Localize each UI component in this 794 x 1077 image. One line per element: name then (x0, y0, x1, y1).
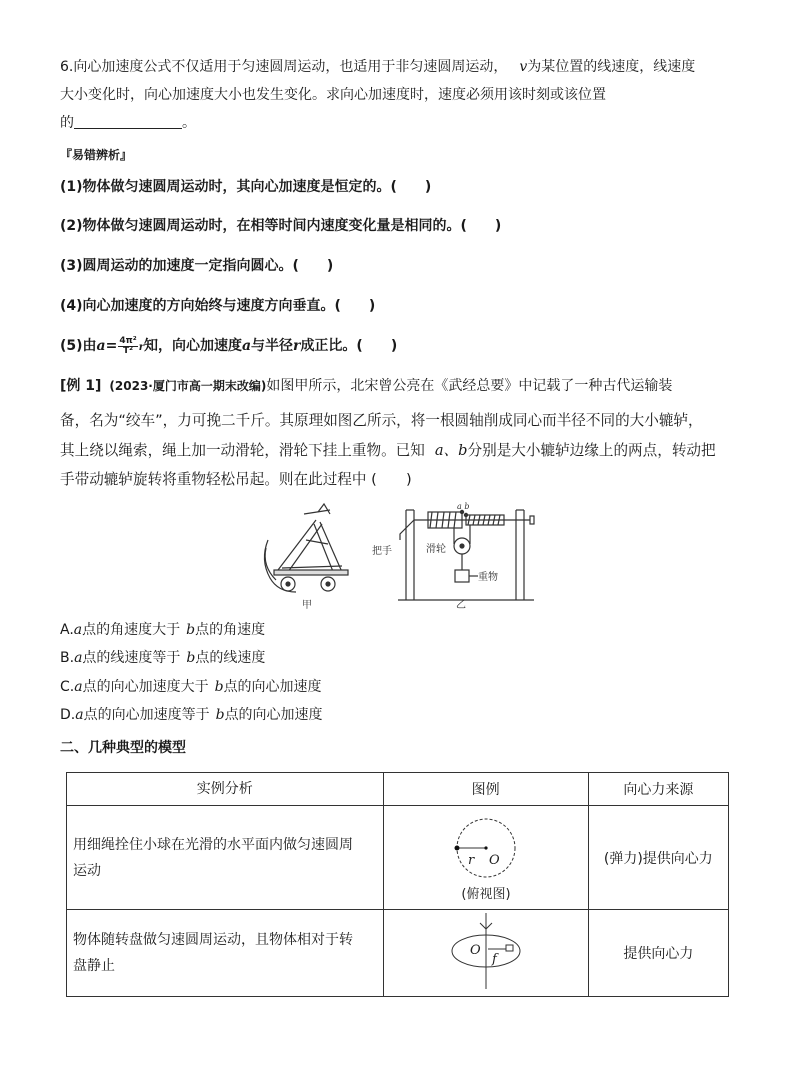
item6-line1 (60, 57, 695, 77)
table-row (67, 910, 729, 997)
var-b: b (186, 650, 196, 666)
option-text: 点的角速度大于 (82, 622, 181, 638)
figure-label-weight: 重物 (478, 572, 498, 583)
winch-drawing (264, 504, 348, 592)
option-text: 点的线速度等于 (82, 650, 181, 666)
var-a: a (96, 338, 106, 354)
item5-text: (5)由 (60, 338, 97, 354)
item5-text: 成正比。( ) (300, 338, 398, 354)
error-item-1: (1)物体做匀速圆周运动时，其向心加速度是恒定的。( ) (60, 179, 432, 195)
var-a: a (75, 707, 84, 723)
item6-text: 的 (60, 115, 74, 131)
block-object (506, 945, 513, 951)
example-label: [例 1] (60, 378, 102, 394)
example-source: (2023·厦门市高一期末改编) (109, 379, 267, 393)
table-cell-figure (383, 806, 588, 910)
var-r: r (293, 338, 301, 354)
cell-text: 物体随转盘做匀速圆周运动，且物体相对于转 (73, 932, 353, 948)
option-text: 点的向心加速度 (224, 707, 323, 723)
figure-label-handle: 把手 (372, 546, 392, 557)
cell-text: 运动 (73, 862, 101, 879)
table-row (67, 806, 729, 910)
radius-label: r (467, 852, 474, 868)
fraction-denominator: T² (122, 345, 134, 356)
option-letter: A. (60, 622, 74, 638)
item6-line3 (60, 113, 196, 133)
option-c[interactable] (60, 677, 322, 697)
table-header-row (67, 773, 729, 806)
var-b: b (214, 679, 224, 695)
cell-text: 盘静止 (73, 958, 115, 974)
table-cell-source: 提供向心力 (588, 910, 728, 997)
rope-ball-diagram (426, 810, 546, 902)
center-label: O (469, 943, 481, 958)
error-analysis-title: 『易错辨析』 (60, 148, 133, 162)
figure-label-ab: a b (457, 502, 470, 511)
table-header-cell: 图例 (383, 773, 588, 806)
fraction (118, 337, 137, 356)
var-a: a (74, 679, 83, 695)
table-header-cell: 向心力来源 (588, 773, 728, 806)
option-letter: D. (60, 707, 76, 723)
var-v: v (519, 59, 528, 75)
option-text: 点的向心加速度 (223, 679, 322, 695)
option-d[interactable] (60, 705, 323, 725)
center-label: O (488, 852, 500, 868)
error-item-3: (3)圆周运动的加速度一定指向圆心。( ) (60, 258, 334, 274)
figure-caption-left: 甲 (302, 600, 312, 611)
item6-text: 为某位置的线速度，线速度 (527, 59, 696, 75)
var-a: a (241, 338, 252, 354)
example-figure (258, 500, 536, 612)
option-letter: C. (60, 679, 75, 695)
example-line1 (60, 376, 672, 396)
var-ab: a、b (434, 442, 468, 459)
friction-label: f (491, 952, 497, 967)
error-item-4: (4)向心加速度的方向始终与速度方向垂直。( ) (60, 298, 376, 314)
example-line3 (60, 441, 716, 461)
item6-text: 。 (182, 115, 196, 131)
ball-dot (454, 845, 459, 850)
example-line2: 备，名为“绞车”，力可挽二千斤。其原理如图乙所示，将一根圆轴削成同心而半径不同的大小辘轳， (60, 412, 703, 429)
section2-heading: 二、几种典型的模型 (60, 740, 186, 756)
top-view-caption: (俯视图) (461, 886, 511, 902)
table-cell-example (67, 806, 384, 910)
option-a[interactable] (60, 620, 265, 640)
table-cell-example (67, 910, 384, 997)
var-a: a (74, 650, 83, 666)
var-r: r (138, 342, 144, 353)
var-b: b (215, 707, 225, 723)
turntable-diagram (426, 911, 546, 991)
table-cell-source: (弹力)提供向心力 (588, 806, 728, 910)
item5-text: 知，向心加速度 (143, 338, 242, 354)
figure-label-pulley: 滑轮 (426, 544, 446, 555)
example-text: 分别是大小辘轳边缘上的两点，转动把 (467, 442, 716, 459)
example-line4: 手带动辘轳旋转将重物轻松吊起。则在此过程中 ( ) (60, 471, 412, 488)
error-item-2: (2)物体做匀速圆周运动时，在相等时间内速度变化量是相同的。( ) (60, 218, 502, 234)
option-letter: B. (60, 650, 75, 666)
table-header-cell: 实例分析 (67, 773, 384, 806)
option-text: 点的向心加速度大于 (82, 679, 209, 695)
equals-sign: = (105, 338, 118, 354)
item6-text: 6.向心加速度公式不仅适用于匀速圆周运动，也适用于非匀速圆周运动， (60, 59, 508, 75)
fraction-numerator: 4π² (119, 335, 137, 346)
var-b: b (186, 622, 196, 638)
table-cell-figure (383, 910, 588, 997)
principle-diagram (398, 510, 534, 600)
error-item-5 (60, 334, 397, 360)
example-text: 如图甲所示，北宋曾公亮在《武经总要》中记载了一种古代运输装 (266, 378, 673, 394)
example-text: 其上绕以绳索，绳上加一动滑轮，滑轮下挂上重物。已知 (60, 442, 425, 459)
fill-blank[interactable] (74, 114, 182, 129)
models-table (66, 772, 729, 997)
option-b[interactable] (60, 648, 265, 668)
cell-text: 用细绳拴住小球在光滑的水平面内做匀速圆周 (73, 836, 353, 853)
figure-caption-right: 乙 (456, 600, 466, 611)
option-text: 点的角速度 (195, 622, 266, 638)
center-dot (484, 846, 487, 849)
option-text: 点的向心加速度等于 (83, 707, 210, 723)
option-text: 点的线速度 (195, 650, 266, 666)
item6-line2: 大小变化时，向心加速度大小也发生变化。求向心加速度时，速度必须用该时刻或该位置 (60, 87, 606, 103)
var-a: a (73, 622, 83, 638)
item5-text: 与半径 (251, 338, 294, 354)
